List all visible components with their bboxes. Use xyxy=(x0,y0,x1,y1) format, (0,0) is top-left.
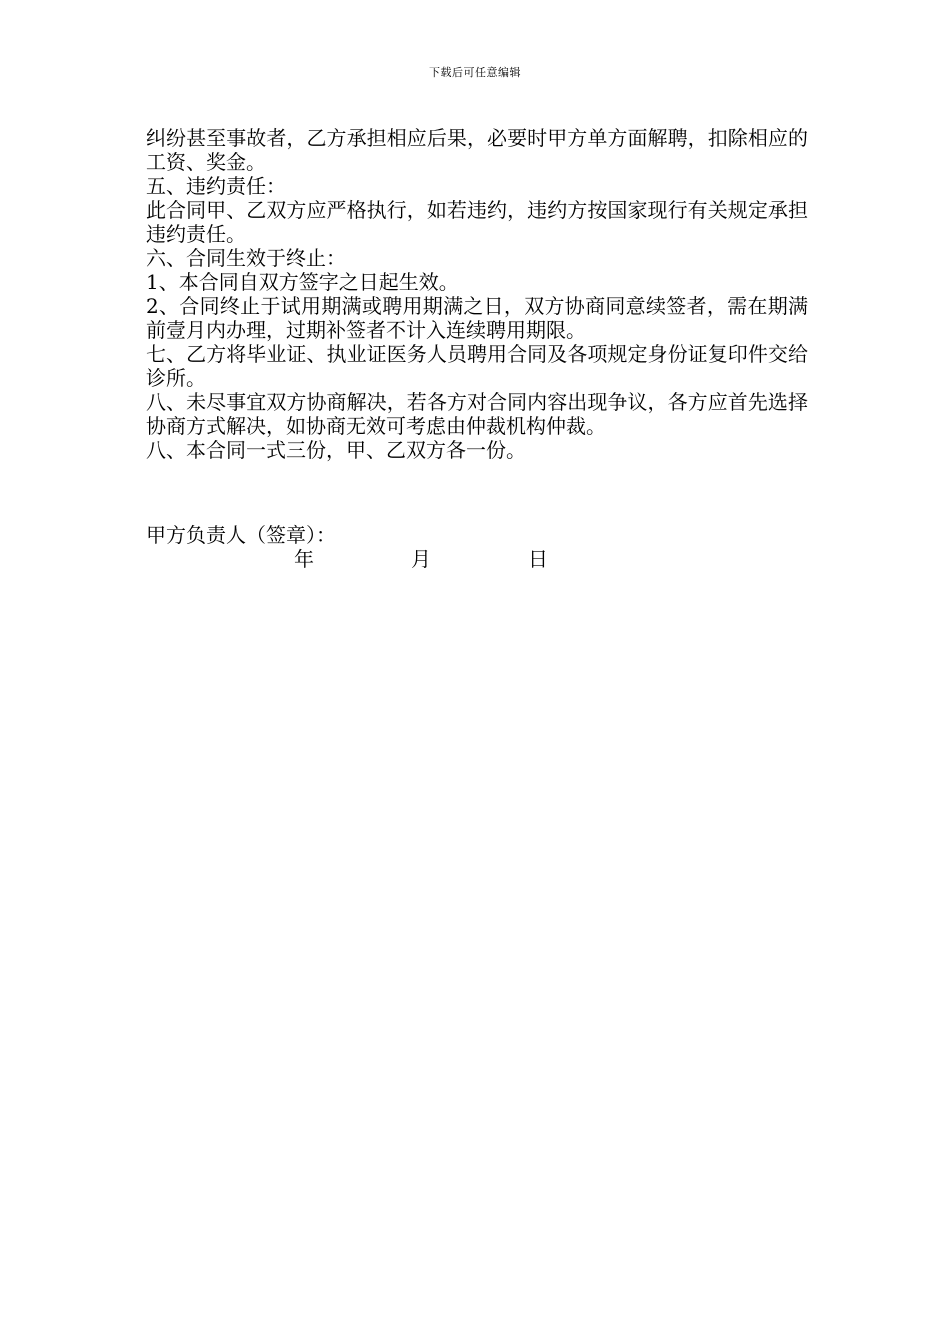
clause-termination-renewal: 2、合同终止于试用期满或聘用期满之日，双方协商同意续签者，需在期满前壹月内办理，过期补签者不计入连续聘用期限。 xyxy=(146,294,808,342)
clause-effective-date: 1、本合同自双方签字之日起生效。 xyxy=(146,270,459,294)
contract-body xyxy=(146,126,808,462)
page-header: 下载后可任意编辑 xyxy=(429,66,521,79)
date-month-label: 月 xyxy=(411,547,431,571)
signature-block xyxy=(146,523,808,571)
paragraph-dispute-consequences: 纠纷甚至事故者，乙方承担相应后果，必要时甲方单方面解聘，扣除相应的工资、奖金。 xyxy=(146,126,808,174)
paragraph-breach-liability: 此合同甲、乙双方应严格执行，如若违约，违约方按国家现行有关规定承担违约责任。 xyxy=(146,198,808,246)
signature-date xyxy=(146,547,808,571)
section-heading-effect-termination: 六、合同生效于终止： xyxy=(146,246,346,270)
signature-label: 甲方负责人（签章）： xyxy=(146,523,336,547)
date-day-label: 日 xyxy=(528,547,548,571)
section-copies: 八、本合同一式三份，甲、乙双方各一份。 xyxy=(146,438,526,462)
section-heading-breach-liability: 五、违约责任： xyxy=(146,174,286,198)
section-dispute-resolution: 八、未尽事宜双方协商解决，若各方对合同内容出现争议，各方应首先选择协商方式解决，如协商无效可考虑由仲裁机构仲裁。 xyxy=(146,390,808,438)
date-year-label: 年 xyxy=(294,547,314,571)
section-documents-submission: 七、乙方将毕业证、执业证医务人员聘用合同及各项规定身份证复印件交给诊所。 xyxy=(146,342,808,390)
